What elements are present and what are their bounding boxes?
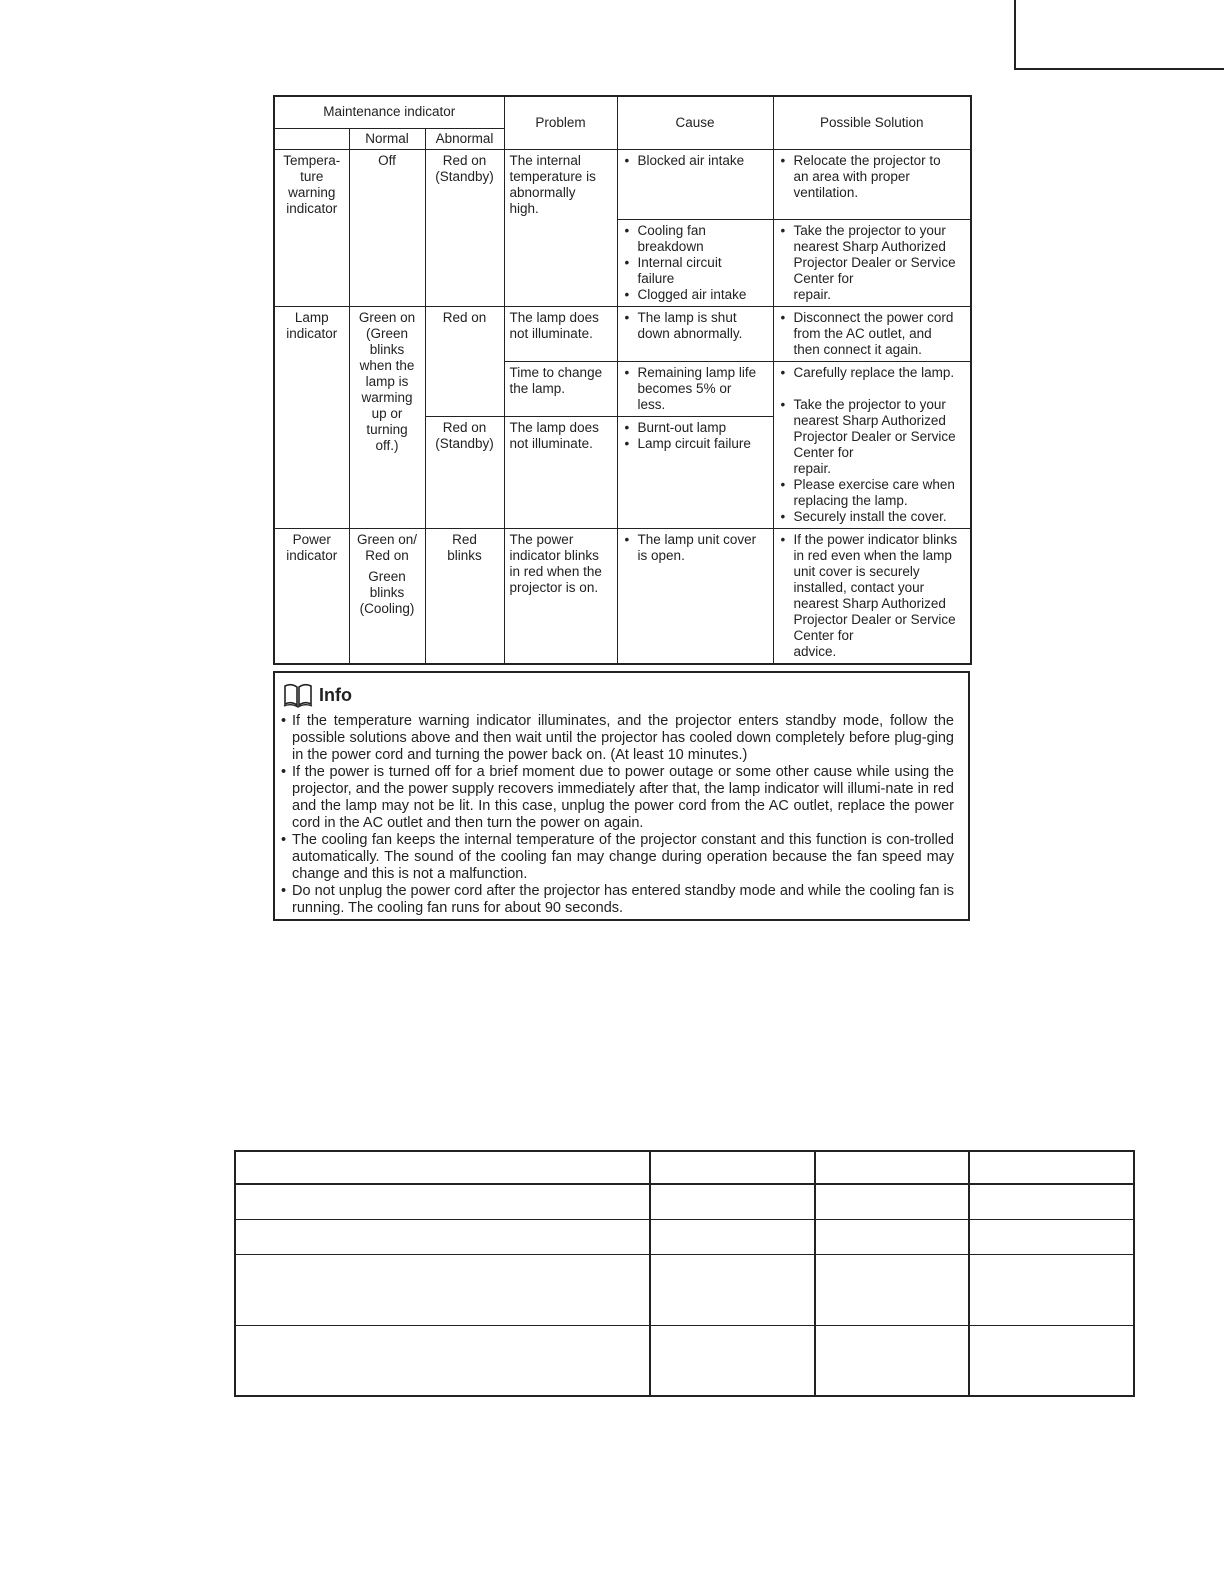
info-item: • Do not unplug the power cord after the projector has entered standby mode and while the cooling fan is running. The cooling fan runs for about 90 seconds. — [281, 883, 954, 917]
list-item: • Please exercise care when replacing the lamp. — [779, 477, 966, 509]
empty-cell — [815, 1151, 969, 1184]
lamp-cause-2 — [617, 361, 773, 416]
empty-cell — [650, 1254, 815, 1325]
empty-cell — [815, 1254, 969, 1325]
list-item: • Lamp circuit failure — [623, 436, 768, 452]
empty-cell — [235, 1325, 650, 1396]
lamp-problem-3: The lamp does not illuminate. — [504, 416, 617, 528]
header-possible-solution: Possible Solution — [773, 96, 971, 149]
temperature-abnormal: Red on (Standby) — [425, 149, 504, 306]
list-item: • Disconnect the power cord from the AC outlet, and then connect it again. — [779, 310, 966, 358]
empty-cell — [815, 1184, 969, 1219]
lamp-solution-1 — [773, 306, 971, 361]
empty-cell — [815, 1325, 969, 1396]
power-cause — [617, 528, 773, 664]
empty-cell — [235, 1254, 650, 1325]
list-item: • Burnt-out lamp — [623, 420, 768, 436]
lamp-cause-3 — [617, 416, 773, 528]
lamp-problem-2: Time to change the lamp. — [504, 361, 617, 416]
list-item: • Securely install the cover. — [779, 509, 966, 525]
temperature-solution-1 — [773, 149, 971, 219]
list-item: • The lamp is shut down abnormally. — [623, 310, 768, 342]
header-abnormal: Abnormal — [425, 128, 504, 149]
empty-cell — [650, 1151, 815, 1184]
list-item: • Carefully replace the lamp. — [779, 365, 966, 381]
info-item: • If the temperature warning indicator illuminates, and the projector enters standby mode, follow the possible solutions above and then wait until the projector has cooled down completely before plug-ging in the power cord and turning the power back on. (At least 10 minutes.) — [281, 713, 954, 764]
power-normal — [349, 528, 425, 664]
empty-table — [234, 1150, 1135, 1397]
lamp-abnormal-2: Red on (Standby) — [425, 416, 504, 528]
empty-cell — [969, 1254, 1134, 1325]
list-item: • Blocked air intake — [623, 153, 768, 169]
info-title: Info — [319, 684, 352, 705]
lamp-problem-1: The lamp does not illuminate. — [504, 306, 617, 361]
list-item: • Internal circuit failure — [623, 255, 768, 287]
list-item: • Remaining lamp life becomes 5% or less. — [623, 365, 768, 413]
empty-cell — [969, 1151, 1134, 1184]
lamp-cause-1 — [617, 306, 773, 361]
temperature-normal: Off — [349, 149, 425, 306]
empty-cell — [815, 1219, 969, 1254]
info-header — [283, 681, 954, 709]
list-item: • The lamp unit cover is open. — [623, 532, 768, 564]
power-solution — [773, 528, 971, 664]
list-item: • If the power indicator blinks in red even when the lamp unit cover is securely installed, contact your nearest Sharp Authorized Projector Dealer or Service Center for advice. — [779, 532, 966, 660]
corner-box — [1014, 0, 1224, 70]
temperature-problem: The internal temperature is abnormally high. — [504, 149, 617, 306]
lamp-indicator-label: Lamp indicator — [274, 306, 349, 528]
header-blank — [274, 128, 349, 149]
info-item: • The cooling fan keeps the internal temperature of the projector constant and this function is con-trolled automatically. The sound of the cooling fan may change during operation because the fan speed may change and this is not a malfunction. — [281, 832, 954, 883]
empty-cell — [235, 1219, 650, 1254]
power-abnormal: Red blinks — [425, 528, 504, 664]
power-normal-1: Green on/ Red on — [356, 531, 418, 563]
lamp-solution-2 — [773, 361, 971, 528]
empty-cell — [235, 1184, 650, 1219]
list-item: • Relocate the projector to an area with proper ventilation. — [779, 153, 966, 201]
list-item: • Take the projector to your nearest Sharp Authorized Projector Dealer or Service Center for repair. — [779, 223, 966, 303]
empty-cell — [969, 1219, 1134, 1254]
empty-cell — [650, 1184, 815, 1219]
temperature-cause-1 — [617, 149, 773, 219]
temperature-cause-2 — [617, 219, 773, 306]
header-normal: Normal — [349, 128, 425, 149]
empty-cell — [650, 1325, 815, 1396]
power-problem: The power indicator blinks in red when the projector is on. — [504, 528, 617, 664]
temperature-indicator-label: Tempera- ture warning indicator — [274, 149, 349, 306]
empty-cell — [969, 1184, 1134, 1219]
maintenance-table — [273, 95, 972, 665]
temperature-solution-2 — [773, 219, 971, 306]
list-item: • Cooling fan breakdown — [623, 223, 768, 255]
power-normal-2: Green blinks (Cooling) — [359, 568, 415, 616]
info-box — [273, 671, 970, 921]
list-item: • Clogged air intake — [623, 287, 768, 303]
header-maintenance-indicator: Maintenance indicator — [274, 96, 504, 128]
book-icon — [283, 682, 313, 708]
empty-cell — [235, 1151, 650, 1184]
empty-cell — [969, 1325, 1134, 1396]
lamp-abnormal-1: Red on — [425, 306, 504, 416]
info-item: • If the power is turned off for a brief moment due to power outage or some other cause while using the projector, and the power supply recovers immediately after that, the lamp indicator will illumi-nate in red and the lamp may not be lit. In this case, unplug the power cord from the AC outlet, replace the power cord in the AC outlet and then turn the power on again. — [281, 764, 954, 832]
header-cause: Cause — [617, 96, 773, 149]
info-list — [281, 713, 954, 917]
power-indicator-label: Power indicator — [274, 528, 349, 664]
header-problem: Problem — [504, 96, 617, 149]
empty-cell — [650, 1219, 815, 1254]
list-item: • Take the projector to your nearest Sharp Authorized Projector Dealer or Service Center for repair. — [779, 397, 966, 477]
lamp-normal: Green on (Green blinks when the lamp is warming up or turning off.) — [349, 306, 425, 528]
